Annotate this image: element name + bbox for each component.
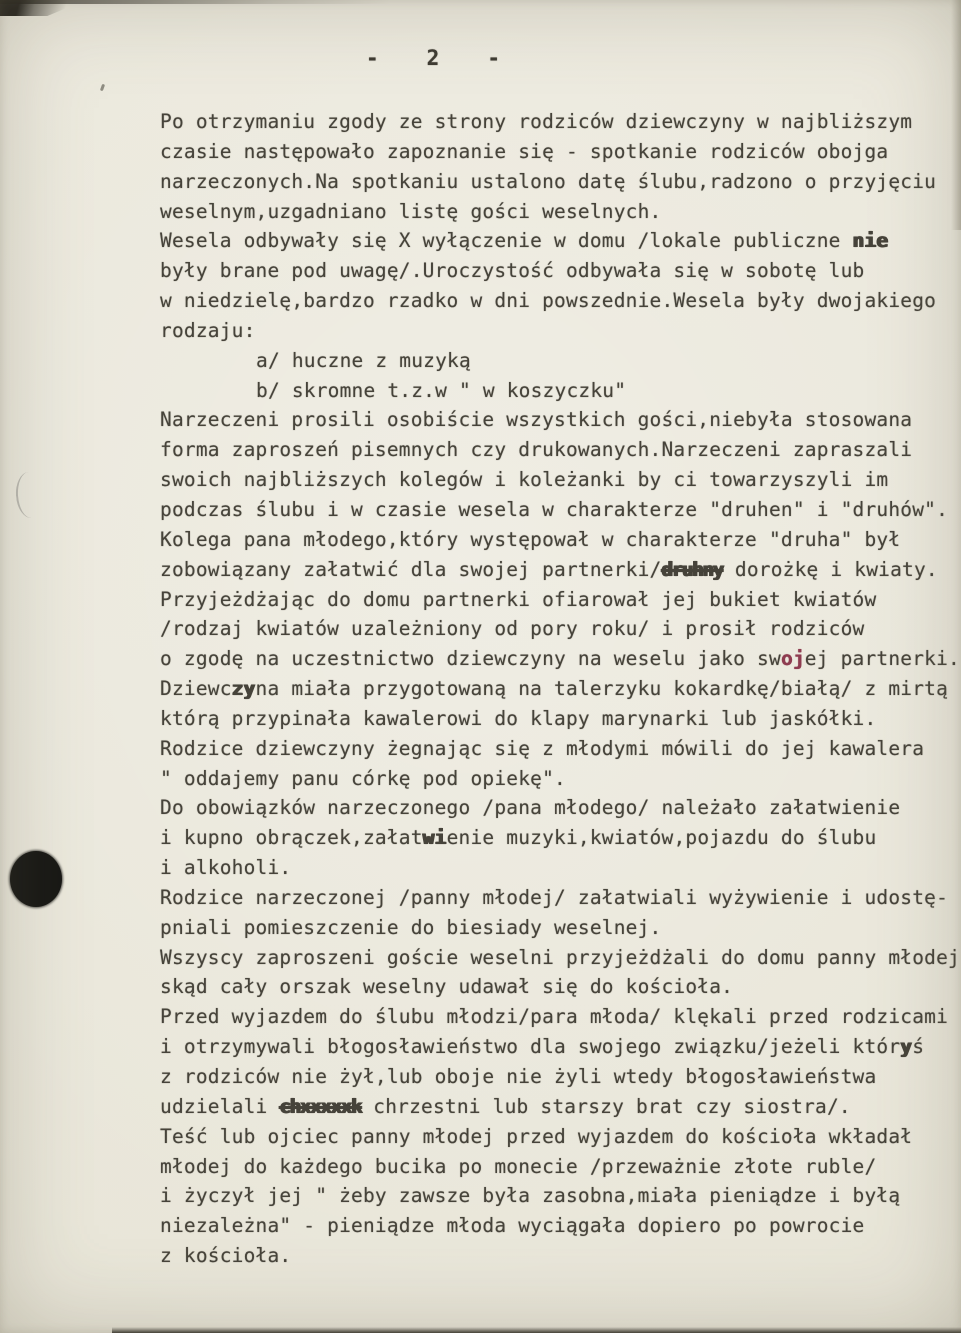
text-line <box>160 379 961 409</box>
text-line <box>160 856 961 886</box>
text-segment: były brane pod uwagę/.Uroczystość odbywała się w sobotę lub <box>160 259 865 283</box>
text-line <box>160 588 961 618</box>
text-line <box>160 617 961 647</box>
text-segment: czasie następowało zapoznanie się - spotkanie rodziców obojga <box>160 139 889 163</box>
text-line <box>160 975 961 1005</box>
overtyped-text: y <box>900 1035 913 1059</box>
text-line <box>160 438 961 468</box>
text-segment: i otrzymywali błogosławieństwo dla swojego związku/jeżeli któr <box>160 1035 901 1059</box>
text-segment: Dziewc <box>160 677 232 701</box>
text-segment: udzielali <box>160 1094 280 1118</box>
text-segment: ej partnerki. <box>804 647 961 671</box>
overtyped-text: zy <box>231 677 256 701</box>
text-line <box>160 647 961 677</box>
text-segment: chrzestni lub starszy brat czy siostra/. <box>361 1094 851 1118</box>
text-segment: weselnym,uzgadniano listę gości weselnych. <box>160 199 662 223</box>
overtyped-text: wi <box>422 826 447 850</box>
text-segment: Do obowiązków narzeczonego /pana młodego/ należało załatwienie <box>160 796 901 820</box>
text-line <box>160 110 961 140</box>
text-segment: którą przypinała kawalerowi do klapy marynarki lub jaskółki. <box>160 706 877 730</box>
text-line <box>160 140 961 170</box>
text-segment: Przyjeżdżając do domu partnerki ofiarował jej bukiet kwiatów <box>160 587 877 611</box>
text-line <box>160 767 961 797</box>
text-line <box>160 677 961 707</box>
text-line <box>160 1095 961 1125</box>
text-segment: a/ huczne z muzyką <box>256 348 471 372</box>
text-line <box>160 170 961 200</box>
page-number-left-dash: - <box>366 46 379 70</box>
punch-hole-mark <box>10 851 62 907</box>
struck-out-word: druhny <box>661 557 723 581</box>
text-segment: i alkoholi. <box>160 856 292 880</box>
typewritten-text <box>160 110 961 1274</box>
text-line <box>160 349 961 379</box>
text-segment: Wesela odbywały się X wyłączenie w domu /lokale publiczne <box>160 229 853 253</box>
text-segment: młodej do każdego bucika po monecie /przeważnie złote ruble/ <box>160 1154 877 1178</box>
overtyped-text: nie <box>852 229 889 253</box>
text-segment: zobowiązany załatwić dla swojej partnerki/ <box>160 557 662 581</box>
text-segment: i kupno obrączek,załat <box>160 826 423 850</box>
text-segment: swoich najbliższych kolegów i koleżanki by ci towarzyszyli im <box>160 468 889 492</box>
text-line <box>160 916 961 946</box>
text-segment: Narzeczeni prosili osobiście wszystkich gości,niebyła stosowana <box>160 408 913 432</box>
text-line <box>160 1184 961 1214</box>
text-segment: na miała przygotowaną na talerzyku kokardkę/białą/ z mirtą <box>255 677 949 701</box>
pencil-parenthesis-mark <box>14 471 45 519</box>
text-line <box>160 200 961 230</box>
text-line <box>160 946 961 976</box>
text-line <box>160 498 961 528</box>
text-line <box>160 707 961 737</box>
text-segment: dorożkę i kwiaty. <box>722 557 938 581</box>
text-line <box>160 259 961 289</box>
text-segment: Rodzice dziewczyny żegnając się z młodymi mówili do jej kawalera <box>160 736 925 760</box>
page-number-right-dash: - <box>487 46 500 70</box>
text-segment: o zgodę na uczestnictwo dziewczyny na weselu jako sw <box>160 647 781 671</box>
text-segment: niezależna" - pieniądze młoda wyciągała dopiero po powrocie <box>160 1214 865 1238</box>
page-number: 2 <box>426 46 440 70</box>
text-line <box>160 1155 961 1185</box>
scan-bottom-edge-shadow <box>112 1327 961 1333</box>
text-line <box>160 886 961 916</box>
text-line <box>160 468 961 498</box>
red-ink-correction: oj <box>780 647 805 671</box>
text-line <box>160 826 961 856</box>
text-line <box>160 408 961 438</box>
text-line <box>160 289 961 319</box>
text-segment: b/ skromne t.z.w " w koszyczku" <box>256 378 627 402</box>
text-segment: w niedzielę,bardzo rzadko w dni powszednie.Wesela były dwojakiego <box>160 289 937 313</box>
scan-top-edge-shadow <box>0 0 390 4</box>
text-segment: i życzył jej " żeby zawsze była zasobna,miała pieniądze i byłą <box>160 1184 901 1208</box>
text-line <box>160 1005 961 1035</box>
text-line <box>160 1125 961 1155</box>
ink-speck <box>100 84 105 92</box>
text-segment: Kolega pana młodego,który występował w charakterze "druha" był <box>160 527 901 551</box>
text-segment: z kościoła. <box>160 1244 292 1268</box>
text-segment: Teść lub ojciec panny młodej przed wyjazdem do kościoła wkładał <box>160 1124 913 1148</box>
text-segment: forma zaproszeń pisemnych czy drukowanych.Narzeczeni zapraszali <box>160 438 913 462</box>
text-segment: ś <box>912 1035 925 1059</box>
text-line <box>160 558 961 588</box>
text-line <box>160 1035 961 1065</box>
struck-out-word: chxxxxxk <box>279 1094 362 1118</box>
text-line <box>160 1065 961 1095</box>
text-segment: enie muzyki,kwiatów,pojazdu do ślubu <box>446 826 877 850</box>
text-segment: rodzaju: <box>160 318 256 342</box>
text-line <box>160 737 961 767</box>
text-line <box>160 796 961 826</box>
text-segment: Przed wyjazdem do ślubu młodzi/para młoda/ klękali przed rodzicami <box>160 1005 949 1029</box>
text-line <box>160 1244 961 1274</box>
text-line <box>160 528 961 558</box>
text-line <box>160 1214 961 1244</box>
text-segment: podczas ślubu i w czasie wesela w charakterze "druhen" i "druhów". <box>160 497 949 521</box>
text-segment: narzeczonych.Na spotkaniu ustalono datę ślubu,radzono o przyjęciu <box>160 169 937 193</box>
text-segment: Wszyscy zaproszeni goście weselni przyjeżdżali do domu panny młodej <box>160 945 960 969</box>
text-segment: Rodzice narzeczonej /panny młodej/ załatwiali wyżywienie i udostę- <box>160 885 949 909</box>
text-segment: z rodziców nie żył,lub oboje nie żyli wtedy błogosławieństwa <box>160 1065 877 1088</box>
text-line <box>160 229 961 259</box>
text-segment: /rodzaj kwiatów uzależniony od pory roku/ i prosił rodziców <box>160 617 865 641</box>
text-segment: Po otrzymaniu zgody ze strony rodziców dziewczyny w najbliższym <box>160 110 913 133</box>
text-segment: pniali pomieszczenie do biesiady weselnej. <box>160 915 662 939</box>
text-line <box>160 319 961 349</box>
text-segment: skąd cały orszak weselny udawał się do kościoła. <box>160 975 734 999</box>
page-number-header <box>366 46 500 70</box>
text-segment: " oddajemy panu córkę pod opiekę". <box>160 766 566 790</box>
